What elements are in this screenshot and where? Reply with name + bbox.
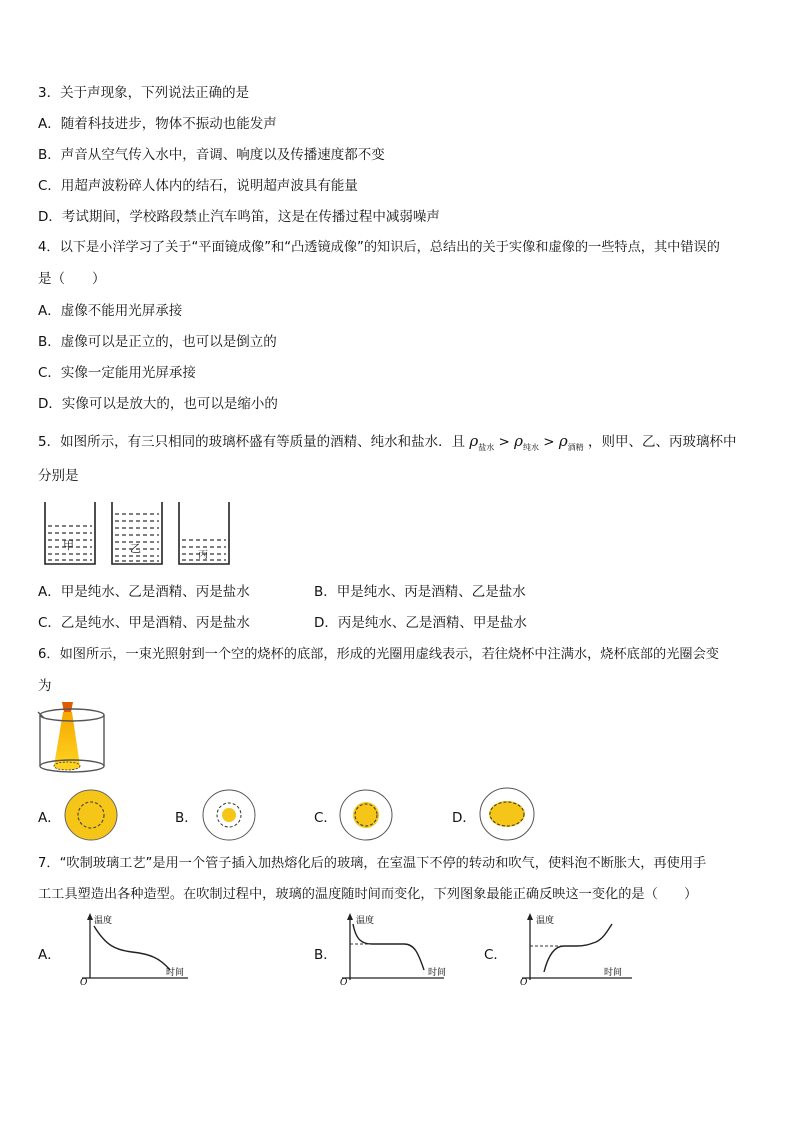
rho-pure-water: $\rho_{纯水}$ <box>514 432 539 452</box>
x-axis-label: 时间 <box>166 968 185 978</box>
q6-label-c: C． <box>314 810 337 826</box>
q3-option-d: D．考试期间，学校路段禁止汽车鸣笛，这是在传播过程中减弱噪声 <box>38 209 440 225</box>
q3-option-c: C．用超声波粉碎人体内的结石，说明超声波具有能量 <box>38 178 358 194</box>
q3-option-b: B．声音从空气传入水中，音调、响度以及传播速度都不变 <box>38 147 385 163</box>
origin-label: O <box>80 978 88 986</box>
q6-option-a-circle <box>63 788 119 842</box>
greater-than-1: > <box>498 434 510 450</box>
greater-than-2: > <box>543 434 555 450</box>
rho-alcohol: $\rho_{酒精}$ <box>558 432 584 452</box>
q7-graph-c <box>516 912 636 986</box>
q6-stem-line2: 为 <box>38 678 52 694</box>
q4-option-d: D．实像可以是放大的，也可以是缩小的 <box>38 396 278 412</box>
rho-salt-water: $\rho_{盐水}$ <box>469 432 495 452</box>
q7-graph-a <box>72 912 192 986</box>
x-axis-label: 时间 <box>428 968 447 978</box>
q6-option-b-circle <box>201 788 257 842</box>
light-source-icon <box>62 702 73 712</box>
q6-label-d: D． <box>452 810 476 826</box>
cup-label-yi: 乙 <box>130 542 141 555</box>
y-axis-label: 温度 <box>536 916 555 926</box>
q3-option-a: A．随着科技进步，物体不振动也能发声 <box>38 116 277 132</box>
q5-option-b: B．甲是纯水、丙是酒精、乙是盐水 <box>314 584 526 600</box>
q4-stem-line2: 是（ ） <box>38 271 106 287</box>
q3-stem: 3．关于声现象，下列说法正确的是 <box>38 85 250 101</box>
q5-option-d: D．丙是纯水、乙是酒精、甲是盐水 <box>314 615 527 631</box>
origin-label: O <box>520 978 528 986</box>
q7-label-a: A． <box>38 947 61 963</box>
light-ring <box>54 762 80 770</box>
q6-label-b: B． <box>175 810 198 826</box>
q5-option-a: A．甲是纯水、乙是酒精、丙是盐水 <box>38 584 250 600</box>
q7-label-b: B． <box>314 947 337 963</box>
q6-label-a: A． <box>38 810 61 826</box>
q7-stem-line2: 工工具塑造出各种造型。在吹制过程中，玻璃的温度随时间而变化，下列图象最能正确反映这一变化的是（ ） <box>38 887 698 902</box>
x-axis-label: 时间 <box>604 968 623 978</box>
q6-stem-line1: 6．如图所示，一束光照射到一个空的烧杯的底部，形成的光圈用虚线表示，若往烧杯中注满水，烧杯底部的光圈会变 <box>38 647 719 662</box>
y-axis-label: 温度 <box>94 916 113 926</box>
q4-option-b: B．虚像可以是正立的，也可以是倒立的 <box>38 334 277 350</box>
three-glass-cups-figure <box>40 500 240 568</box>
cup-label-jia: 甲 <box>63 539 74 552</box>
q7-graph-b <box>336 912 448 986</box>
q4-option-a: A．虚像不能用光屏承接 <box>38 303 183 319</box>
q6-option-c-circle <box>338 788 394 842</box>
q7-stem-line1: 7．“吹制玻璃工艺”是用一个管子插入加热熔化后的玻璃，在室温下不停的转动和吹气，使料泡不断胀大，再使用手 <box>38 856 707 871</box>
q5-stem-part2: ，则甲、乙、丙玻璃杯中 <box>587 434 737 450</box>
q7-label-c: C． <box>484 947 507 963</box>
q5-stem-line1 <box>38 432 736 457</box>
q5-option-c: C．乙是纯水、甲是酒精、丙是盐水 <box>38 615 250 631</box>
y-axis-label: 温度 <box>356 916 375 926</box>
q5-stem-part1: 5．如图所示，有三只相同的玻璃杯盛有等质量的酒精、纯水和盐水．且 <box>38 434 466 450</box>
q4-option-c: C．实像一定能用光屏承接 <box>38 365 196 381</box>
q4-stem-line1: 4．以下是小洋学习了关于“平面镜成像”和“凸透镜成像”的知识后，总结出的关于实像和虚像的一些特点，其中错误的 <box>38 240 720 255</box>
origin-label: O <box>340 978 348 986</box>
beaker-light-figure <box>36 700 116 780</box>
cup-label-bing: 丙 <box>198 550 208 561</box>
q5-stem-line2: 分别是 <box>38 468 79 484</box>
q6-option-d-circle <box>478 786 536 842</box>
